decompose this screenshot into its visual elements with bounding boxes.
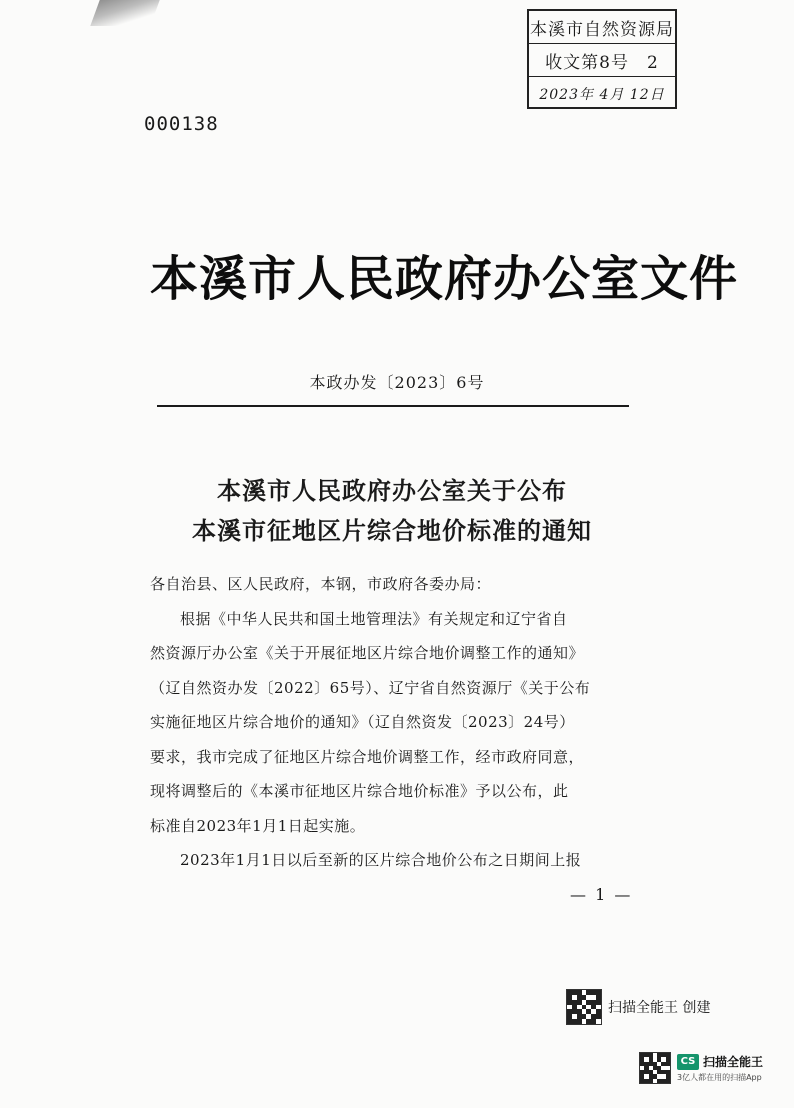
page-number: — 1 — xyxy=(570,885,633,904)
app-brand xyxy=(677,1053,763,1083)
document-number: 本政办发〔2023〕6号 xyxy=(309,373,485,392)
scanner-watermark-secondary xyxy=(639,1052,763,1084)
scanner-watermark-primary xyxy=(566,989,710,1025)
stamp-agency-row: 本溪市自然资源局 xyxy=(529,11,675,44)
paragraph-1-line: 然资源厅办公室《关于开展征地区片综合地价调整工作的通知》 xyxy=(150,644,585,662)
notice-title-line-2: 本溪市征地区片综合地价标准的通知 xyxy=(192,517,592,545)
paragraph-1-line: （辽自然资办发〔2022〕65号）、辽宁省自然资源厅《关于公布 xyxy=(150,678,591,697)
paragraph-1-line: 标准自2023年1月1日起实施。 xyxy=(150,816,366,835)
stamp-date-row: 2023年 4月 12日 xyxy=(539,86,665,103)
header-divider xyxy=(157,405,629,407)
app-name: 扫描全能王 xyxy=(703,1055,764,1069)
document-serial: 000138 xyxy=(144,113,219,135)
paragraph-1-line: 根据《中华人民共和国土地管理法》有关规定和辽宁省自 xyxy=(180,609,568,628)
notice-title-line-1: 本溪市人民政府办公室关于公布 xyxy=(217,477,567,505)
receipt-stamp xyxy=(527,9,677,109)
notice-body xyxy=(150,567,637,878)
cs-logo-icon: CS xyxy=(677,1054,699,1070)
notice-title xyxy=(150,471,634,551)
stamp-receipt-number-row: 收文第8号 2 xyxy=(529,44,675,77)
paragraph-1-line: 实施征地区片综合地价的通知》（辽自然资发〔2023〕24号） xyxy=(150,713,575,731)
watermark-label: 扫描全能王 创建 xyxy=(608,1000,711,1016)
addressee-line: 各自治县、区人民政府，本钢，市政府各委办局： xyxy=(150,575,492,593)
paragraph-1-line: 现将调整后的《本溪市征地区片综合地价标准》予以公布，此 xyxy=(150,782,569,800)
scan-edge-shadow xyxy=(90,0,159,26)
paragraph-2 xyxy=(150,843,637,878)
paragraph-1 xyxy=(150,602,637,844)
document-header-title: 本溪市人民政府办公室文件 xyxy=(150,251,739,307)
paragraph-1-line: 要求，我市完成了征地区片综合地价调整工作，经市政府同意， xyxy=(150,747,585,766)
qr-code-icon xyxy=(566,989,602,1025)
paragraph-2-line: 2023年1月1日以后至新的区片综合地价公布之日期间上报 xyxy=(180,851,582,869)
qr-code-icon xyxy=(639,1052,671,1084)
app-tagline: 3亿人都在用的扫描App xyxy=(677,1073,762,1082)
